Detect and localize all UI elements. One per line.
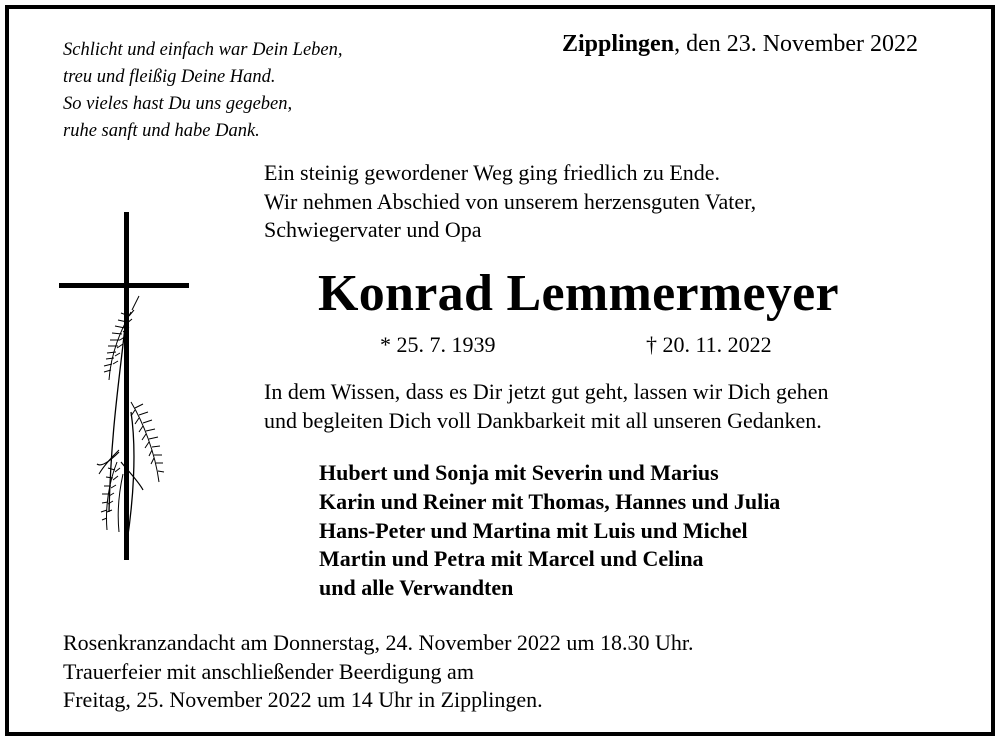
poem-line: ruhe sanft und habe Dank. — [63, 121, 260, 141]
mourners-list — [319, 459, 780, 603]
intro-line: Ein steinig gewordener Weg ging friedlich zu Ende. — [264, 160, 721, 185]
intro-line: Schwiegervater und Opa — [264, 217, 482, 242]
place-name: Zipplingen — [562, 31, 675, 57]
service-line: Freitag, 25. November 2022 um 14 Uhr in Zipplingen. — [63, 687, 543, 712]
message-line: In dem Wissen, dass es Dir jetzt gut geht, lassen wir Dich gehen — [264, 379, 829, 404]
poem-line: Schlicht und einfach war Dein Leben, — [63, 40, 343, 60]
mourner-line: Hubert und Sonja mit Severin und Marius — [319, 460, 719, 485]
death-date: † 20. 11. 2022 — [646, 332, 772, 357]
mourner-line: Karin und Reiner mit Thomas, Hannes und Julia — [319, 488, 781, 514]
poem-line: So vieles hast Du uns gegeben, — [63, 94, 293, 114]
mourner-line: Hans-Peter und Martina mit Luis und Michel — [319, 517, 748, 543]
obituary-notice — [5, 5, 995, 736]
service-line: Rosenkranzandacht am Donnerstag, 24. November 2022 um 18.30 Uhr. — [63, 630, 694, 655]
place-and-date — [562, 31, 918, 58]
mourner-line: und alle Verwandten — [319, 575, 514, 601]
service-details — [63, 629, 694, 715]
service-line: Trauerfeier mit anschließender Beerdigung am — [63, 658, 474, 684]
message-line: und begleiten Dich voll Dankbarkeit mit all unseren Gedanken. — [264, 407, 822, 433]
deceased-name: Konrad Lemmermeyer — [318, 265, 839, 322]
birth-date: * 25. 7. 1939 — [380, 332, 496, 357]
poem-line: treu und fleißig Deine Hand. — [63, 67, 276, 87]
mourner-line: Martin und Petra mit Marcel und Celina — [319, 546, 704, 572]
cross-with-wheat-icon — [59, 212, 194, 567]
memorial-poem — [63, 37, 343, 145]
farewell-message — [264, 378, 828, 435]
intro-text — [264, 159, 756, 245]
intro-line: Wir nehmen Abschied von unserem herzensguten Vater, — [264, 188, 757, 214]
notice-date: , den 23. November 2022 — [674, 31, 919, 57]
